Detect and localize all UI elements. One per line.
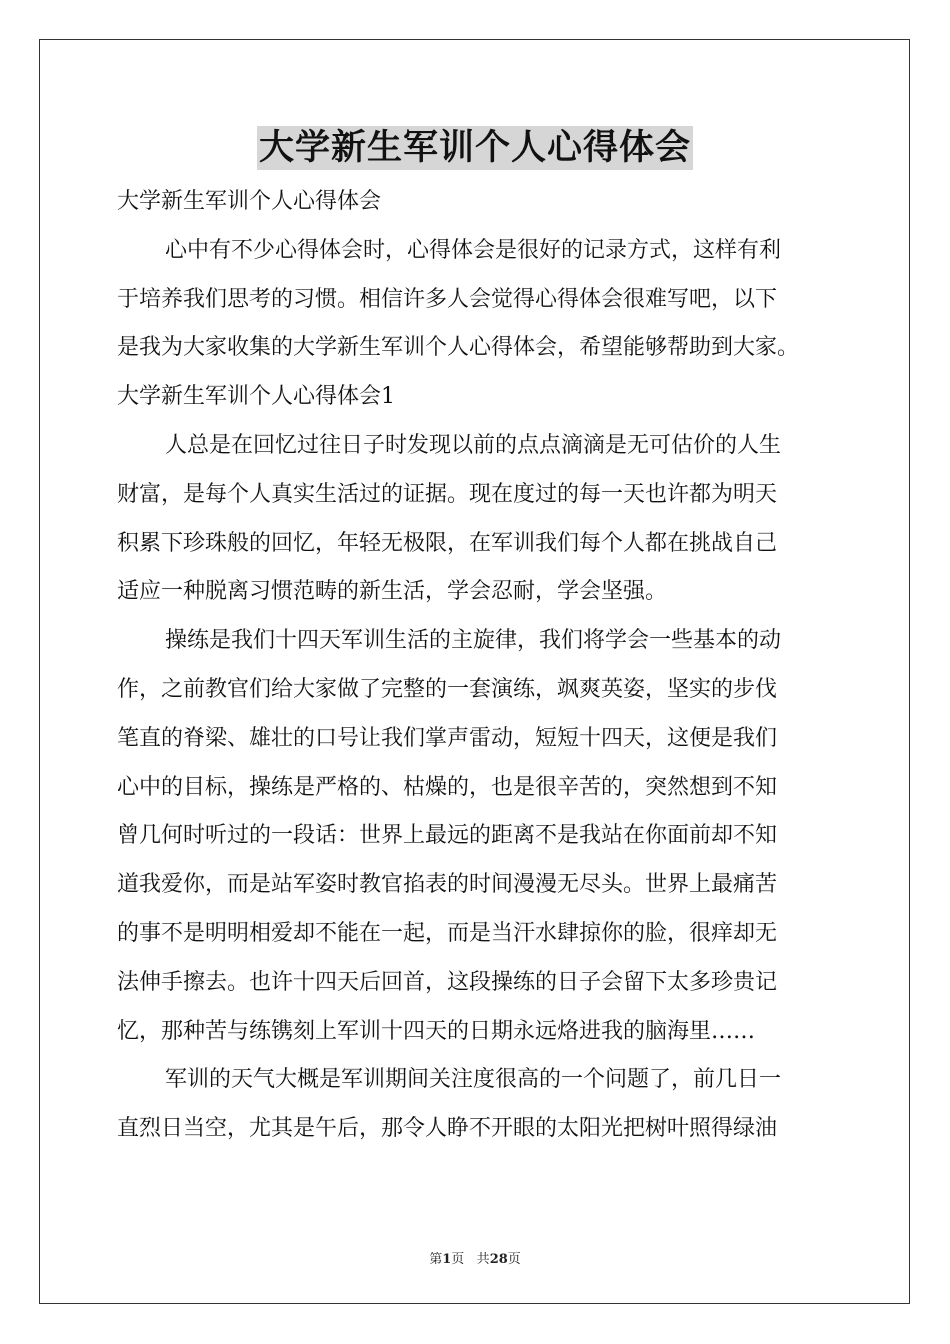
text-line: 军训的天气大概是军训期间关注度很高的一个问题了，前几日一 [165, 1067, 782, 1093]
text-line: 作，之前教官们给大家做了完整的一套演练，飒爽英姿，坚实的步伐 [117, 676, 778, 702]
text-line: 于培养我们思考的习惯。相信许多人会觉得心得体会很难写吧，以下 [117, 286, 778, 312]
page-prefix: 第 [429, 1252, 443, 1267]
document-title: 大学新生军训个人心得体会 [258, 127, 691, 168]
text-line: 适应一种脱离习惯范畴的新生活，学会忍耐，学会坚强。 [117, 579, 668, 605]
text-line: 是我为大家收集的大学新生军训个人心得体会，希望能够帮助到大家。 [117, 335, 800, 361]
text-line: 法伸手擦去。也许十四天后回首，这段操练的日子会留下太多珍贵记 [117, 969, 778, 995]
text-line: 道我爱你，而是站军姿时教官掐表的时间漫漫无尽头。世界上最痛苦 [117, 872, 778, 898]
text-line: 积累下珍珠般的回忆，年轻无极限，在军训我们每个人都在挑战自己 [117, 530, 778, 556]
page-suffix: 页 [451, 1252, 465, 1267]
text-line: 财富，是每个人真实生活过的证据。现在度过的每一天也许都为明天 [117, 481, 778, 507]
text-line: 曾几何时听过的一段话：世界上最远的距离不是我站在你面前却不知 [117, 823, 778, 849]
page-number: 1 [442, 1252, 452, 1267]
text-line: 人总是在回忆过往日子时发现以前的点点滴滴是无可估价的人生 [165, 432, 782, 458]
text-line: 直烈日当空，尤其是午后，那令人睁不开眼的太阳光把树叶照得绿油 [117, 1116, 778, 1142]
text-line: 操练是我们十四天军训生活的主旋律，我们将学会一些基本的动 [165, 628, 782, 654]
total-prefix: 共 [476, 1252, 490, 1267]
total-suffix: 页 [507, 1252, 521, 1267]
text-line: 大学新生军训个人心得体会 [117, 189, 382, 214]
text-line: 笔直的脊梁、雄壮的口号让我们掌声雷动，短短十四天，这便是我们 [117, 725, 778, 751]
text-line: 大学新生军训个人心得体会1 [117, 384, 395, 410]
total-pages: 28 [489, 1252, 508, 1267]
text-line: 忆，那种苦与练镌刻上军训十四天的日期永远烙进我的脑海里…… [117, 1018, 756, 1044]
document-body [117, 178, 837, 1154]
page-footer [0, 1248, 950, 1267]
title-container [0, 126, 950, 170]
text-line: 的事不是明明相爱却不能在一起，而是当汗水肆掠你的脸，很痒却无 [117, 920, 778, 946]
text-line: 心中有不少心得体会时，心得体会是很好的记录方式，这样有利 [165, 237, 782, 263]
text-line: 心中的目标，操练是严格的、枯燥的，也是很辛苦的，突然想到不知 [117, 774, 778, 800]
